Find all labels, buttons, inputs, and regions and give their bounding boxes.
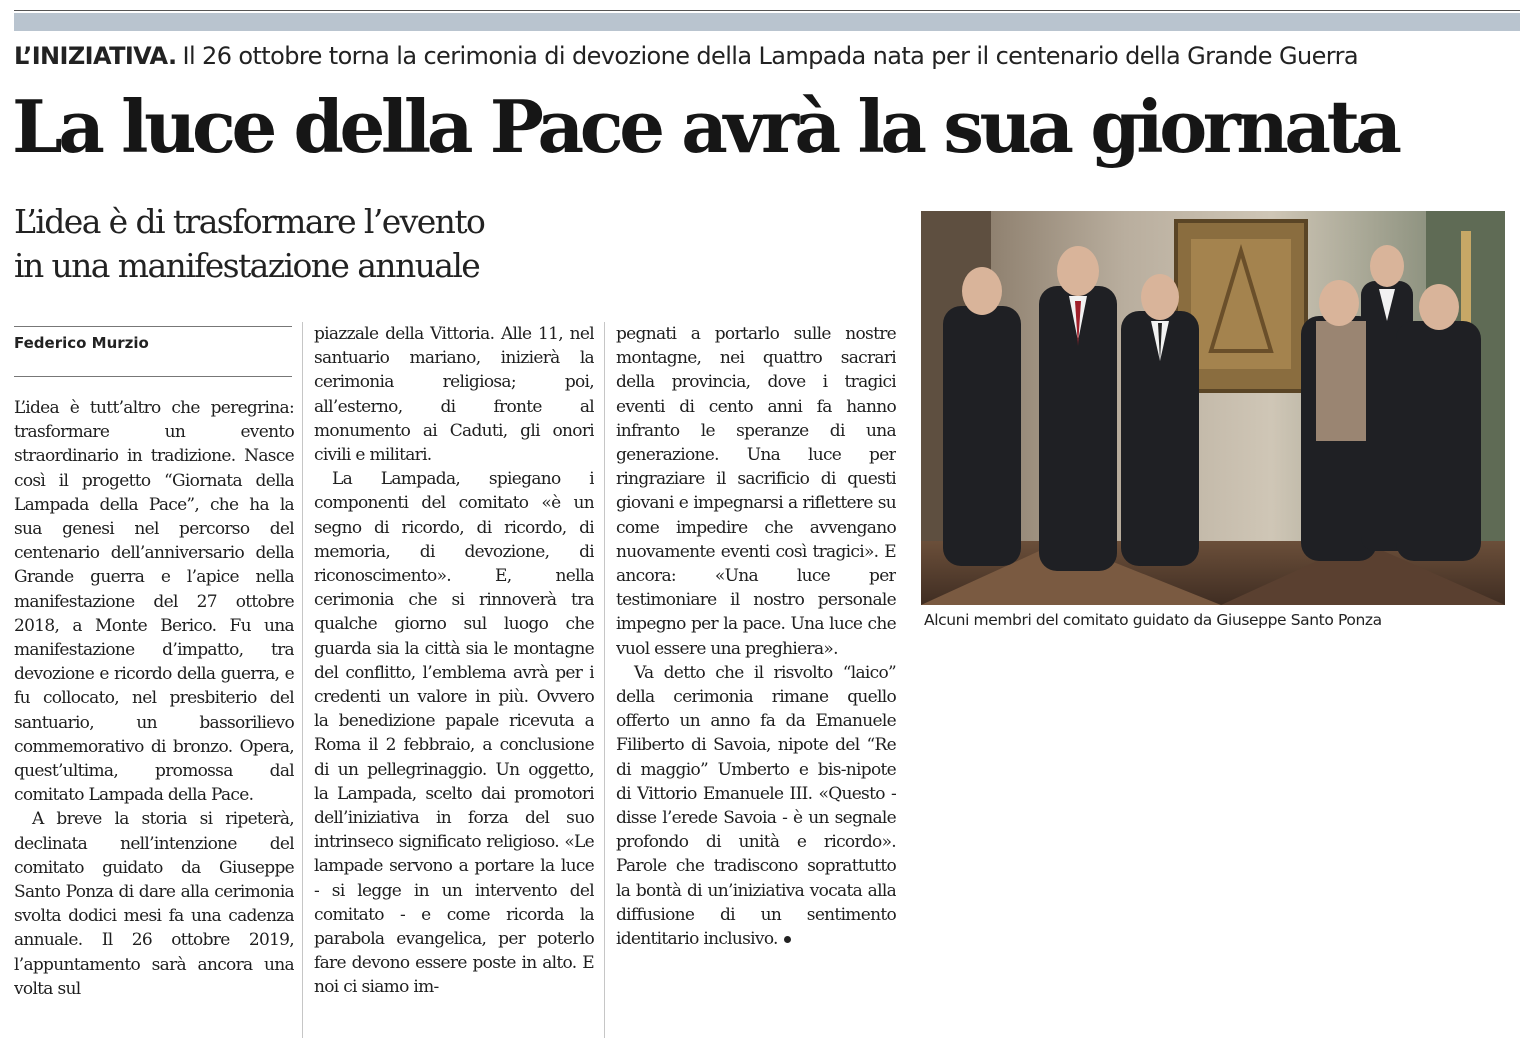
byline-rule-bottom xyxy=(14,376,292,377)
column-divider xyxy=(604,322,605,1038)
article-column-1 xyxy=(14,396,294,1038)
photo-caption: Alcuni membri del comitato guidato da Giuseppe Santo Ponza xyxy=(924,611,1382,629)
article-paragraph: A breve la storia si ripeterà, declinata nell’intenzione del comitato guidato da Giuseppe Santo Ponza di dare alla cerimonia svolta dodici mesi fa una cadenza annuale. Il 26 ottobre 2019, l’appuntamento sarà ancora una volta sul xyxy=(14,809,294,999)
byline: Federico Murzio xyxy=(14,334,149,352)
article-final-text: Va detto che il risvolto “laico” della cerimonia rimane quello offerto un anno fa da Emanuele Filiberto di Savoia, nipote del “Re di maggio” Umberto e bis-nipote di Vittorio Emanuele III. «Questo - disse l’erede Savoia - è un segnale profondo di unità e ricordo». Parole che tradiscono soprattutto la bontà di un’iniziativa vocata alla diffusione di un sentimento identitario inclusivo. xyxy=(616,662,896,950)
group-photo xyxy=(921,211,1505,605)
top-band xyxy=(14,13,1520,31)
group-photo-illustration xyxy=(921,211,1505,605)
column-divider xyxy=(302,322,303,1038)
subheadline-line-2: in una manifestazione annuale xyxy=(14,246,480,285)
article-paragraph: pegnati a portarlo sulle nostre montagne, nei quattro sacrari della provincia, dove i tragici eventi di cento anni fa hanno infranto le speranze di una generazione. Una luce per ringraziare il sacrificio di questi giovani e impegnarsi a riflettere su come impedire che avvengano nuovamente eventi così tragici». E ancora: «Una luce per testimoniare il nostro personale impegno per la pace. Una luce che vuol essere una preghiera». xyxy=(616,324,896,659)
article-paragraph: La Lampada, spiegano i componenti del comitato «è un segno di ricordo, di ricordo, di memoria, di devozione, di riconoscimento». E, nella cerimonia che si rinnoverà tra qualche giorno sul luogo che guarda sia la città sia le montagne del conflitto, l’emblema avrà per i credenti un valore in più. Ovvero la benedizione papale ricevuta a Roma il 2 febbraio, a conclusione di un pellegrinaggio. Un oggetto, la Lampada, scelto dai promotori dell’iniziativa in forza del suo intrinseco significato religioso. «Le lampade servono a portare la luce - si legge in un intervento del comitato - e come ricorda la parabola evangelica, per poterlo fare devono essere poste in alto. E noi ci siamo im- xyxy=(314,469,594,998)
top-rule xyxy=(14,10,1520,11)
article-column-2 xyxy=(314,322,594,1038)
headline: La luce della Pace avrà la sua giornata xyxy=(12,84,1398,169)
kicker-text: Il 26 ottobre torna la cerimonia di devozione della Lampada nata per il centenario della Grande Guerra xyxy=(182,42,1358,70)
article-paragraph: L’idea è tutt’altro che peregrina: trasformare un evento straordinario in tradizione. Nasce così il progetto “Giornata della Lampada della Pace”, che ha la sua genesi nel percorso del centenario dell’anniversario della Grande guerra e l’apice nella manifestazione del 27 ottobre 2018, a Monte Berico. Fu una manifestazione d’impatto, tra devozione e ricordo della guerra, e fu collocato, nel presbiterio del santuario, un bassorilievo commemorativo di bronzo. Opera, quest’ultima, promossa dal comitato Lampada della Pace. xyxy=(14,398,294,806)
kicker-label: L’INIZIATIVA. xyxy=(14,42,177,70)
article-column-3 xyxy=(616,322,896,1038)
subheadline-line-1: L’idea è di trasformare l’evento xyxy=(14,202,485,241)
end-of-article-mark xyxy=(784,936,791,943)
kicker xyxy=(14,40,1514,72)
article-paragraph: piazzale della Vittoria. Alle 11, nel santuario mariano, inizierà la cerimonia religiosa; poi, all’esterno, di fronte al monumento ai Caduti, gli onori civili e militari. xyxy=(314,324,594,466)
byline-rule-top xyxy=(14,326,292,327)
subheadline xyxy=(14,200,614,288)
article-paragraph xyxy=(616,661,896,951)
